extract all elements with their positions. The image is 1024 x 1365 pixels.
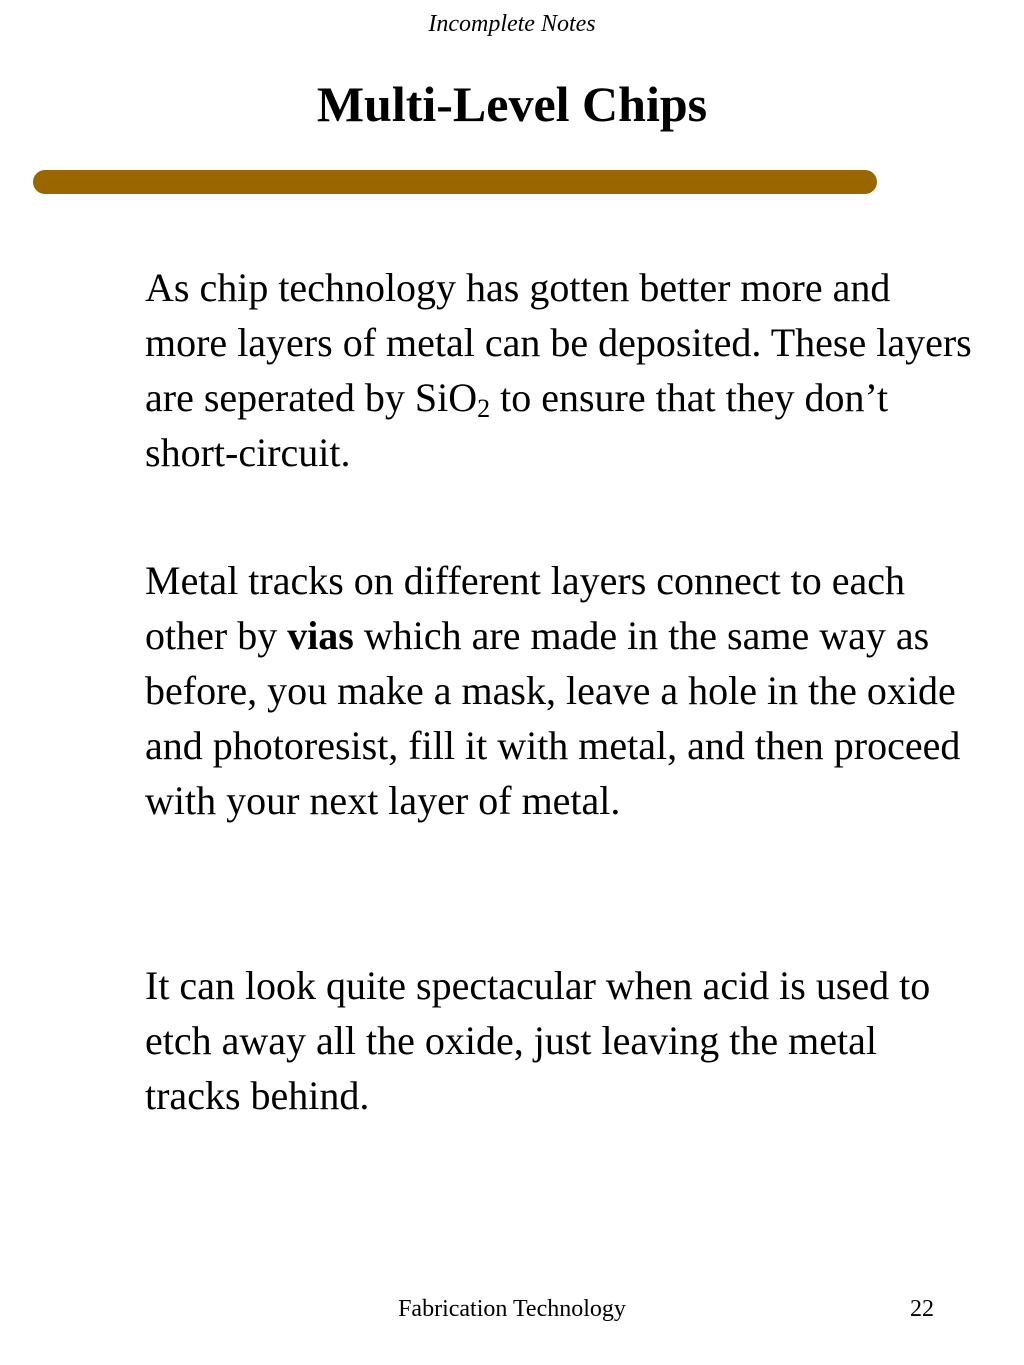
vias-term: vias [287,613,354,658]
paragraph-layers [145,260,975,480]
footer-title: Fabrication Technology [398,1296,626,1322]
paragraph-vias-text-start: Metal tracks on different layers connect to each other by [145,558,906,658]
paragraph-layers-text-start: As chip technology has gotten better more and more layers of metal can be deposited. These layers are seperated by SiO [145,265,972,420]
page-number: 22 [910,1296,934,1322]
paragraph-etch: It can look quite spectacular when acid is used to etch away all the oxide, just leaving the metal tracks behind. [145,963,931,1118]
title-underline-bar [33,170,877,194]
header-note: Incomplete Notes [428,11,596,37]
paragraph-layers-text-end: to ensure that they don’t short-circuit. [145,375,889,475]
paragraph-vias [145,553,975,828]
paragraph-vias-text-end: which are made in the same way as before, you make a mask, leave a hole in the oxide and photoresist, fill it with metal, and then proceed with your next layer of metal. [145,613,961,823]
slide-title: Multi-Level Chips [316,76,708,132]
subscript-2: 2 [477,394,491,423]
